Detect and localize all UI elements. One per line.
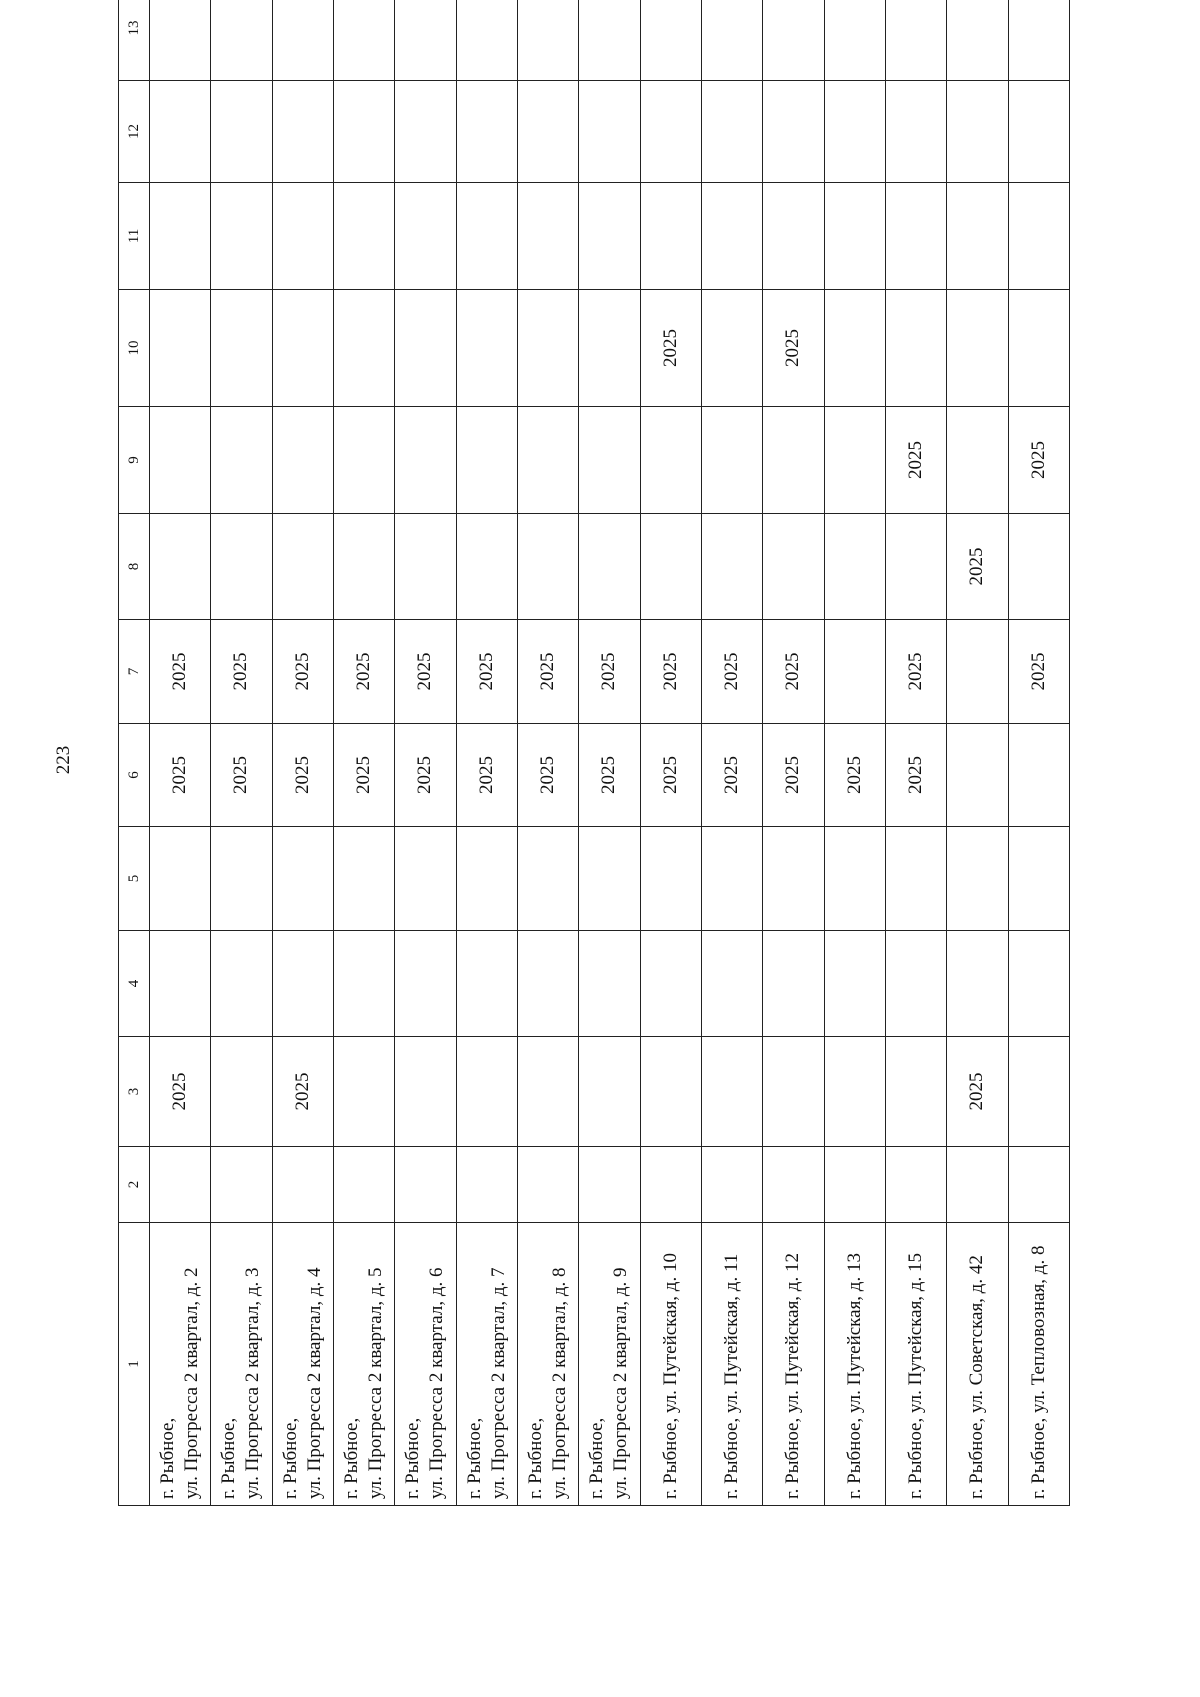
year-cell-col-11 [150, 183, 211, 290]
year-cell-col-8 [885, 514, 946, 620]
table-row [456, 0, 517, 1506]
year-cell-col-8 [333, 514, 394, 620]
year-cell-col-7: 2025 [150, 620, 211, 724]
year-cell-col-2 [640, 1147, 701, 1223]
year-cell-col-12 [517, 81, 578, 183]
year-cell-col-10 [150, 290, 211, 407]
year-cell-col-10 [211, 290, 272, 407]
year-cell-col-2 [1008, 1147, 1069, 1223]
year-cell-col-7: 2025 [395, 620, 456, 724]
year-cell-col-6: 2025 [456, 724, 517, 827]
year-cell-col-11 [211, 183, 272, 290]
table-row [824, 0, 885, 1506]
schedule-table [118, 0, 1070, 1506]
table-row [701, 0, 762, 1506]
year-cell-col-4 [640, 931, 701, 1037]
year-cell-col-9 [211, 407, 272, 514]
year-cell-col-7: 2025 [885, 620, 946, 724]
year-cell-col-7 [824, 620, 885, 724]
year-cell-col-7: 2025 [456, 620, 517, 724]
year-cell-col-7: 2025 [640, 620, 701, 724]
year-cell-col-12 [701, 81, 762, 183]
year-cell-col-8 [272, 514, 333, 620]
column-header-1: 1 [119, 1223, 150, 1506]
year-cell-col-12 [272, 81, 333, 183]
year-cell-col-6: 2025 [272, 724, 333, 827]
year-cell-col-5 [701, 827, 762, 931]
year-cell-col-13 [824, 0, 885, 81]
year-cell-col-9 [150, 407, 211, 514]
year-cell-col-8 [579, 514, 640, 620]
year-cell-col-7: 2025 [701, 620, 762, 724]
year-cell-col-3 [517, 1037, 578, 1147]
table-row [211, 0, 272, 1506]
year-cell-col-3 [579, 1037, 640, 1147]
year-cell-col-6: 2025 [763, 724, 824, 827]
year-cell-col-4 [333, 931, 394, 1037]
year-cell-col-9 [947, 407, 1008, 514]
year-cell-col-4 [456, 931, 517, 1037]
year-cell-col-2 [456, 1147, 517, 1223]
year-cell-col-11 [885, 183, 946, 290]
year-cell-col-3: 2025 [947, 1037, 1008, 1147]
address-cell: г. Рыбное, ул. Прогресса 2 квартал, д. 8 [517, 1223, 578, 1506]
year-cell-col-10 [1008, 290, 1069, 407]
year-cell-col-6 [947, 724, 1008, 827]
year-cell-col-8 [1008, 514, 1069, 620]
year-cell-col-2 [579, 1147, 640, 1223]
column-header-6: 6 [119, 724, 150, 827]
year-cell-col-2 [947, 1147, 1008, 1223]
header-row [119, 0, 150, 1506]
year-cell-col-8 [517, 514, 578, 620]
year-cell-col-10 [947, 290, 1008, 407]
column-header-10: 10 [119, 290, 150, 407]
column-header-12: 12 [119, 81, 150, 183]
table-row [150, 0, 211, 1506]
table-row [885, 0, 946, 1506]
year-cell-col-11 [456, 183, 517, 290]
table-row [517, 0, 578, 1506]
table-body [150, 0, 1070, 1506]
year-cell-col-2 [517, 1147, 578, 1223]
table-row [395, 0, 456, 1506]
year-cell-col-6: 2025 [640, 724, 701, 827]
year-cell-col-9 [763, 407, 824, 514]
year-cell-col-10: 2025 [763, 290, 824, 407]
year-cell-col-9 [517, 407, 578, 514]
year-cell-col-11 [579, 183, 640, 290]
year-cell-col-4 [763, 931, 824, 1037]
year-cell-col-11 [1008, 183, 1069, 290]
year-cell-col-4 [947, 931, 1008, 1037]
column-header-11: 11 [119, 183, 150, 290]
column-header-9: 9 [119, 407, 150, 514]
column-header-5: 5 [119, 827, 150, 931]
year-cell-col-13 [701, 0, 762, 81]
page-number: 223 [53, 745, 74, 775]
year-cell-col-11 [640, 183, 701, 290]
column-header-8: 8 [119, 514, 150, 620]
year-cell-col-13 [395, 0, 456, 81]
year-cell-col-9 [824, 407, 885, 514]
address-cell: г. Рыбное, ул. Путейская, д. 12 [763, 1223, 824, 1506]
year-cell-col-8 [763, 514, 824, 620]
year-cell-col-5 [211, 827, 272, 931]
year-cell-col-7: 2025 [333, 620, 394, 724]
year-cell-col-6: 2025 [395, 724, 456, 827]
year-cell-col-11 [763, 183, 824, 290]
year-cell-col-5 [763, 827, 824, 931]
year-cell-col-13 [272, 0, 333, 81]
year-cell-col-4 [1008, 931, 1069, 1037]
year-cell-col-2 [701, 1147, 762, 1223]
year-cell-col-9 [579, 407, 640, 514]
year-cell-col-6: 2025 [824, 724, 885, 827]
year-cell-col-2 [763, 1147, 824, 1223]
year-cell-col-5 [456, 827, 517, 931]
year-cell-col-8 [150, 514, 211, 620]
address-cell: г. Рыбное, ул. Прогресса 2 квартал, д. 5 [333, 1223, 394, 1506]
year-cell-col-13 [763, 0, 824, 81]
column-header-3: 3 [119, 1037, 150, 1147]
year-cell-col-13 [211, 0, 272, 81]
year-cell-col-12 [824, 81, 885, 183]
year-cell-col-6: 2025 [211, 724, 272, 827]
year-cell-col-8 [456, 514, 517, 620]
year-cell-col-4 [824, 931, 885, 1037]
year-cell-col-3: 2025 [150, 1037, 211, 1147]
year-cell-col-5 [824, 827, 885, 931]
year-cell-col-10 [579, 290, 640, 407]
year-cell-col-11 [947, 183, 1008, 290]
year-cell-col-11 [272, 183, 333, 290]
table-row [272, 0, 333, 1506]
year-cell-col-11 [701, 183, 762, 290]
year-cell-col-12 [947, 81, 1008, 183]
year-cell-col-3 [701, 1037, 762, 1147]
year-cell-col-4 [517, 931, 578, 1037]
year-cell-col-12 [763, 81, 824, 183]
year-cell-col-3 [333, 1037, 394, 1147]
year-cell-col-12 [640, 81, 701, 183]
address-cell: г. Рыбное, ул. Путейская, д. 11 [701, 1223, 762, 1506]
address-cell: г. Рыбное, ул. Прогресса 2 квартал, д. 9 [579, 1223, 640, 1506]
year-cell-col-6: 2025 [333, 724, 394, 827]
year-cell-col-12 [885, 81, 946, 183]
year-cell-col-5 [579, 827, 640, 931]
address-cell: г. Рыбное, ул. Прогресса 2 квартал, д. 4 [272, 1223, 333, 1506]
year-cell-col-12 [150, 81, 211, 183]
year-cell-col-2 [824, 1147, 885, 1223]
year-cell-col-8 [640, 514, 701, 620]
year-cell-col-8 [211, 514, 272, 620]
year-cell-col-9: 2025 [1008, 407, 1069, 514]
year-cell-col-13 [579, 0, 640, 81]
year-cell-col-12 [1008, 81, 1069, 183]
year-cell-col-6: 2025 [579, 724, 640, 827]
address-cell: г. Рыбное, ул. Прогресса 2 квартал, д. 2 [150, 1223, 211, 1506]
address-cell: г. Рыбное, ул. Тепловозная, д. 8 [1008, 1223, 1069, 1506]
year-cell-col-5 [395, 827, 456, 931]
year-cell-col-9 [640, 407, 701, 514]
year-cell-col-13 [640, 0, 701, 81]
address-cell: г. Рыбное, ул. Прогресса 2 квартал, д. 6 [395, 1223, 456, 1506]
year-cell-col-9 [272, 407, 333, 514]
year-cell-col-7: 2025 [211, 620, 272, 724]
year-cell-col-5 [947, 827, 1008, 931]
year-cell-col-3 [824, 1037, 885, 1147]
rotated-table-frame [118, 20, 1070, 1506]
year-cell-col-9 [701, 407, 762, 514]
year-cell-col-3: 2025 [272, 1037, 333, 1147]
year-cell-col-12 [579, 81, 640, 183]
year-cell-col-8 [395, 514, 456, 620]
year-cell-col-7: 2025 [579, 620, 640, 724]
year-cell-col-3 [640, 1037, 701, 1147]
year-cell-col-2 [272, 1147, 333, 1223]
year-cell-col-4 [211, 931, 272, 1037]
address-cell: г. Рыбное, ул. Советская, д. 42 [947, 1223, 1008, 1506]
year-cell-col-12 [211, 81, 272, 183]
year-cell-col-13 [456, 0, 517, 81]
year-cell-col-10: 2025 [640, 290, 701, 407]
column-header-2: 2 [119, 1147, 150, 1223]
year-cell-col-12 [333, 81, 394, 183]
year-cell-col-10 [272, 290, 333, 407]
year-cell-col-13 [1008, 0, 1069, 81]
year-cell-col-6 [1008, 724, 1069, 827]
year-cell-col-4 [395, 931, 456, 1037]
year-cell-col-5 [640, 827, 701, 931]
year-cell-col-13 [517, 0, 578, 81]
column-header-4: 4 [119, 931, 150, 1037]
year-cell-col-8: 2025 [947, 514, 1008, 620]
address-cell: г. Рыбное, ул. Прогресса 2 квартал, д. 7 [456, 1223, 517, 1506]
column-header-13: 13 [119, 0, 150, 81]
year-cell-col-3 [395, 1037, 456, 1147]
year-cell-col-2 [333, 1147, 394, 1223]
year-cell-col-13 [150, 0, 211, 81]
column-header-7: 7 [119, 620, 150, 724]
address-cell: г. Рыбное, ул. Путейская, д. 15 [885, 1223, 946, 1506]
year-cell-col-10 [517, 290, 578, 407]
year-cell-col-11 [517, 183, 578, 290]
year-cell-col-9 [456, 407, 517, 514]
address-cell: г. Рыбное, ул. Путейская, д. 13 [824, 1223, 885, 1506]
year-cell-col-2 [885, 1147, 946, 1223]
year-cell-col-9 [333, 407, 394, 514]
table-row [333, 0, 394, 1506]
year-cell-col-10 [701, 290, 762, 407]
year-cell-col-6: 2025 [517, 724, 578, 827]
year-cell-col-4 [579, 931, 640, 1037]
year-cell-col-13 [885, 0, 946, 81]
table-row [640, 0, 701, 1506]
year-cell-col-11 [824, 183, 885, 290]
year-cell-col-3 [1008, 1037, 1069, 1147]
year-cell-col-11 [333, 183, 394, 290]
year-cell-col-13 [947, 0, 1008, 81]
year-cell-col-3 [456, 1037, 517, 1147]
year-cell-col-7 [947, 620, 1008, 724]
table-row [1008, 0, 1069, 1506]
table-row [763, 0, 824, 1506]
year-cell-col-7: 2025 [763, 620, 824, 724]
year-cell-col-6: 2025 [701, 724, 762, 827]
year-cell-col-12 [456, 81, 517, 183]
year-cell-col-9: 2025 [885, 407, 946, 514]
year-cell-col-5 [885, 827, 946, 931]
year-cell-col-4 [150, 931, 211, 1037]
year-cell-col-2 [211, 1147, 272, 1223]
address-cell: г. Рыбное, ул. Путейская, д. 10 [640, 1223, 701, 1506]
year-cell-col-5 [1008, 827, 1069, 931]
year-cell-col-10 [824, 290, 885, 407]
year-cell-col-7: 2025 [517, 620, 578, 724]
year-cell-col-4 [701, 931, 762, 1037]
year-cell-col-10 [456, 290, 517, 407]
year-cell-col-8 [824, 514, 885, 620]
year-cell-col-6: 2025 [885, 724, 946, 827]
year-cell-col-4 [272, 931, 333, 1037]
year-cell-col-13 [333, 0, 394, 81]
year-cell-col-5 [517, 827, 578, 931]
year-cell-col-3 [885, 1037, 946, 1147]
year-cell-col-10 [333, 290, 394, 407]
address-cell: г. Рыбное, ул. Прогресса 2 квартал, д. 3 [211, 1223, 272, 1506]
year-cell-col-7: 2025 [1008, 620, 1069, 724]
year-cell-col-11 [395, 183, 456, 290]
table-row [947, 0, 1008, 1506]
year-cell-col-3 [211, 1037, 272, 1147]
year-cell-col-12 [395, 81, 456, 183]
year-cell-col-5 [272, 827, 333, 931]
year-cell-col-2 [150, 1147, 211, 1223]
year-cell-col-5 [150, 827, 211, 931]
year-cell-col-7: 2025 [272, 620, 333, 724]
year-cell-col-10 [395, 290, 456, 407]
year-cell-col-5 [333, 827, 394, 931]
year-cell-col-10 [885, 290, 946, 407]
year-cell-col-4 [885, 931, 946, 1037]
year-cell-col-3 [763, 1037, 824, 1147]
table-row [579, 0, 640, 1506]
year-cell-col-8 [701, 514, 762, 620]
year-cell-col-9 [395, 407, 456, 514]
year-cell-col-6: 2025 [150, 724, 211, 827]
year-cell-col-2 [395, 1147, 456, 1223]
